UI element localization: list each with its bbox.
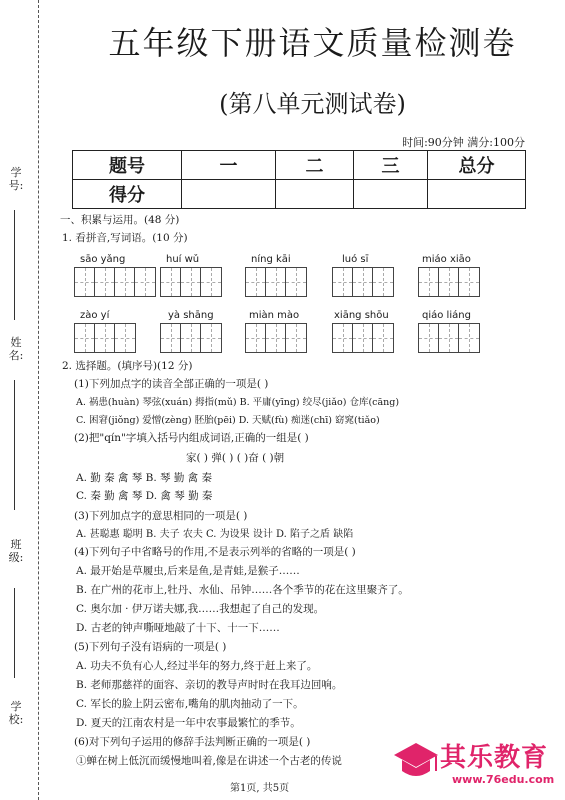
school-label: 学校: (8, 700, 24, 726)
section1-heading: 一、积累与运用。(48 分) (60, 214, 180, 226)
class-line (14, 588, 15, 678)
answer-boxes[interactable] (418, 267, 480, 297)
answer-boxes[interactable] (160, 323, 222, 353)
score-input-cell[interactable] (428, 180, 526, 209)
page-footer: 第1页, 共5页 (230, 783, 290, 794)
option-line: C. 困窘(jiǒng) 爱憎(zèng) 胚胎(pēi) D. 天赋(fù) 痴迷(chī) 窈窕(tiǎo) (76, 415, 380, 426)
page-title: 五年级下册语文质量检测卷 (108, 24, 517, 62)
option-line: C. 秦 勤 禽 琴 D. 禽 琴 勤 秦 (76, 490, 213, 502)
score-cell: 三 (354, 151, 428, 180)
score-cell-label: 得分 (73, 180, 182, 209)
question-line: (5)下列句子没有语病的一项是( ) (74, 641, 227, 653)
score-cell-label: 题号 (73, 151, 182, 180)
question-line: (4)下列句子中省略号的作用,不是表示列举的省略的一项是( ) (74, 546, 356, 558)
score-input-cell[interactable] (276, 180, 354, 209)
question-line: (6)对下列句子运用的修辞手法判断正确的一项是( ) (74, 736, 311, 748)
watermark-text: 其乐教育 (440, 743, 549, 773)
graduation-cap-icon (392, 739, 440, 787)
option-line: A. 甚聪惠 聪明 B. 夫子 农夫 C. 为设果 设计 D. 陷子之盾 缺陷 (76, 529, 354, 540)
option-line: A. 功夫不负有心人,经过半年的努力,终于赶上来了。 (76, 660, 318, 672)
option-line: A. 祸患(huàn) 琴弦(xuán) 拇指(mǔ) B. 平庸(yīng) 绞尽(jiǎo) 仓库(cāng) (76, 397, 400, 408)
option-line: D. 夏天的江南农村是一年中农事最繁忙的季节。 (76, 717, 301, 729)
answer-boxes[interactable] (332, 323, 394, 353)
option-line: A. 最开始是草履虫,后来是鱼,是青蛙,是猴子…… (76, 565, 300, 577)
question-line: (1)下列加点字的读音全部正确的一项是( ) (74, 378, 269, 390)
answer-boxes[interactable] (245, 323, 307, 353)
option-line: A. 勤 秦 禽 琴 B. 琴 勤 禽 秦 (76, 472, 213, 484)
question-line: (2)把"qín"字填入括号内组成词语,正确的一组是( ) (74, 432, 309, 444)
option-line: ①蝉在树上低沉而缓慢地叫着,像是在讲述一个古老的传说 (76, 755, 342, 767)
answer-boxes[interactable] (332, 267, 394, 297)
score-input-cell[interactable] (182, 180, 276, 209)
name-line (14, 380, 15, 510)
score-table-score-row (73, 180, 526, 209)
answer-boxes[interactable] (74, 267, 156, 297)
answer-boxes[interactable] (74, 323, 136, 353)
option-line: C. 军长的脸上阴云密布,嘴角的肌肉抽动了一下。 (76, 698, 304, 710)
student-no-label: 学号: (8, 166, 24, 192)
question-line: (3)下列加点字的意思相同的一项是( ) (74, 510, 248, 522)
watermark-logo (392, 733, 565, 793)
time-info: 时间:90分钟 满分:100分 (402, 136, 525, 149)
score-table (72, 150, 526, 209)
q1-heading: 1. 看拼音,写词语。(10 分) (62, 232, 188, 244)
score-cell: 二 (276, 151, 354, 180)
score-cell: 一 (182, 151, 276, 180)
fold-line (38, 0, 39, 800)
student-no-line (14, 210, 15, 320)
answer-boxes[interactable] (160, 267, 222, 297)
option-line: D. 古老的钟声嘶哑地敲了十下、十一下…… (76, 622, 280, 634)
class-label: 班级: (8, 538, 24, 564)
q2-heading: 2. 选择题。(填序号)(12 分) (62, 360, 193, 372)
score-input-cell[interactable] (354, 180, 428, 209)
score-cell: 总分 (428, 151, 526, 180)
name-label: 姓名: (8, 336, 24, 362)
answer-boxes[interactable] (245, 267, 307, 297)
page-subtitle: (第八单元测试卷) (219, 90, 406, 118)
option-line: C. 奥尔加 · 伊万诺夫娜,我……我想起了自己的发现。 (76, 603, 325, 615)
option-line: B. 在广州的花市上,牡丹、水仙、吊钟……各个季节的花在这里聚齐了。 (76, 584, 409, 596)
option-line: B. 老师那慈祥的面容、亲切的教导声时时在我耳边回响。 (76, 679, 343, 691)
answer-boxes[interactable] (418, 323, 480, 353)
fill-line: 家( ) 弹( ) ( )奋 ( )朝 (186, 452, 285, 464)
binding-margin (0, 0, 52, 800)
score-table-header-row (73, 151, 526, 180)
watermark-url: www.76edu.com (452, 773, 555, 786)
